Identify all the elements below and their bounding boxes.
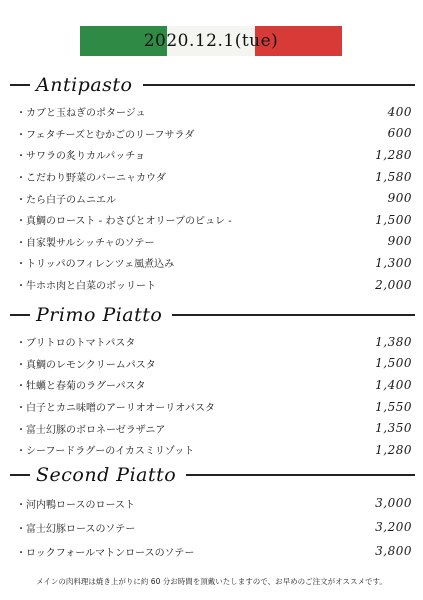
section-heading-antipasto (10, 72, 415, 98)
menu-item (16, 209, 414, 231)
item-price: 400 (387, 104, 412, 119)
section-title: Second Piatto (36, 464, 177, 486)
item-price: 600 (387, 126, 412, 141)
item-price: 1,300 (375, 255, 412, 270)
menu-item (16, 144, 414, 166)
heading-dash (10, 474, 30, 476)
heading-dash (10, 84, 30, 86)
second-piatto-list (16, 491, 414, 563)
item-name: ・富士幻豚のボロネーゼラザニア (16, 424, 166, 436)
menu-item (16, 539, 414, 563)
menu-item (16, 515, 414, 539)
item-name: ・ロックフォールマトンロースのソテー (16, 547, 195, 559)
item-name: ・たら白子のムニエル (16, 194, 116, 206)
item-price: 2,000 (375, 277, 412, 292)
item-name: ・真鯛のレモンクリームパスタ (16, 359, 156, 371)
item-name: ・河内鴨ロースのロースト (16, 499, 135, 511)
heading-rule (186, 474, 415, 476)
item-name: ・カブと玉ねぎのポタージュ (16, 108, 146, 120)
item-price: 1,280 (375, 442, 412, 457)
item-name: ・トリッパのフィレンツェ風煮込み (16, 259, 175, 271)
item-name: ・富士幻豚ロースのソテー (16, 523, 136, 535)
item-price: 1,280 (375, 147, 412, 162)
date-banner (80, 26, 342, 56)
menu-item (16, 439, 414, 461)
menu-item (16, 353, 414, 375)
item-price: 900 (387, 191, 412, 206)
menu-item (16, 101, 414, 123)
menu-item (16, 231, 414, 253)
item-price: 1,550 (375, 399, 412, 414)
section-title: Primo Piatto (36, 304, 163, 326)
menu-item (16, 274, 414, 296)
item-name: ・シーフードラグーのイカスミリゾット (16, 446, 195, 458)
menu-date: 2020.12.1(tue) (143, 31, 279, 51)
item-price: 1,500 (375, 212, 412, 227)
item-price: 1,500 (375, 356, 412, 371)
menu-item (16, 166, 414, 188)
primo-piatto-list (16, 331, 414, 461)
item-name: ・真鯛のロースト - わさびとオリーブのピュレ - (16, 216, 232, 228)
menu-item (16, 396, 414, 418)
item-name: ・自家製サルシッチャのソテー (16, 237, 155, 249)
item-name: ・フェタチーズとむかごのリーフサラダ (16, 129, 195, 141)
menu-item (16, 374, 414, 396)
item-price: 1,400 (375, 377, 412, 392)
item-price: 1,380 (375, 334, 412, 349)
item-price: 3,000 (375, 496, 412, 510)
section-heading-primo-piatto (10, 302, 415, 328)
menu-item (16, 252, 414, 274)
section-title: Antipasto (36, 74, 133, 96)
menu-item (16, 417, 414, 439)
footer-note: メインの肉料理は焼き上がりに約 60 分お時間を頂戴いたしますので、お早めのご注文がオススメです。 (36, 577, 387, 586)
item-name: ・サワラの炙りカルパッチョ (16, 151, 145, 163)
section-heading-second-piatto (10, 462, 415, 488)
item-price: 3,200 (375, 520, 412, 534)
item-price: 1,350 (375, 421, 412, 436)
item-price: 3,800 (375, 544, 412, 558)
heading-dash (10, 314, 30, 316)
heading-rule (143, 84, 416, 86)
menu-item (16, 123, 414, 145)
item-name: ・こだわり野菜のバーニャカウダ (16, 173, 166, 185)
menu-item (16, 187, 414, 209)
menu-item (16, 491, 414, 515)
item-name: ・牡蠣と春菊のラグーパスタ (16, 381, 146, 393)
item-price: 900 (387, 234, 412, 249)
item-name: ・ブリトロのトマトパスタ (16, 338, 136, 350)
antipasto-list (16, 101, 414, 295)
item-name: ・牛ホホ肉と白菜のボッリート (16, 281, 156, 293)
menu-item (16, 331, 414, 353)
item-name: ・白子とカニ味噌のアーリオオーリオパスタ (16, 403, 215, 415)
item-price: 1,580 (375, 169, 412, 184)
heading-rule (172, 314, 415, 316)
